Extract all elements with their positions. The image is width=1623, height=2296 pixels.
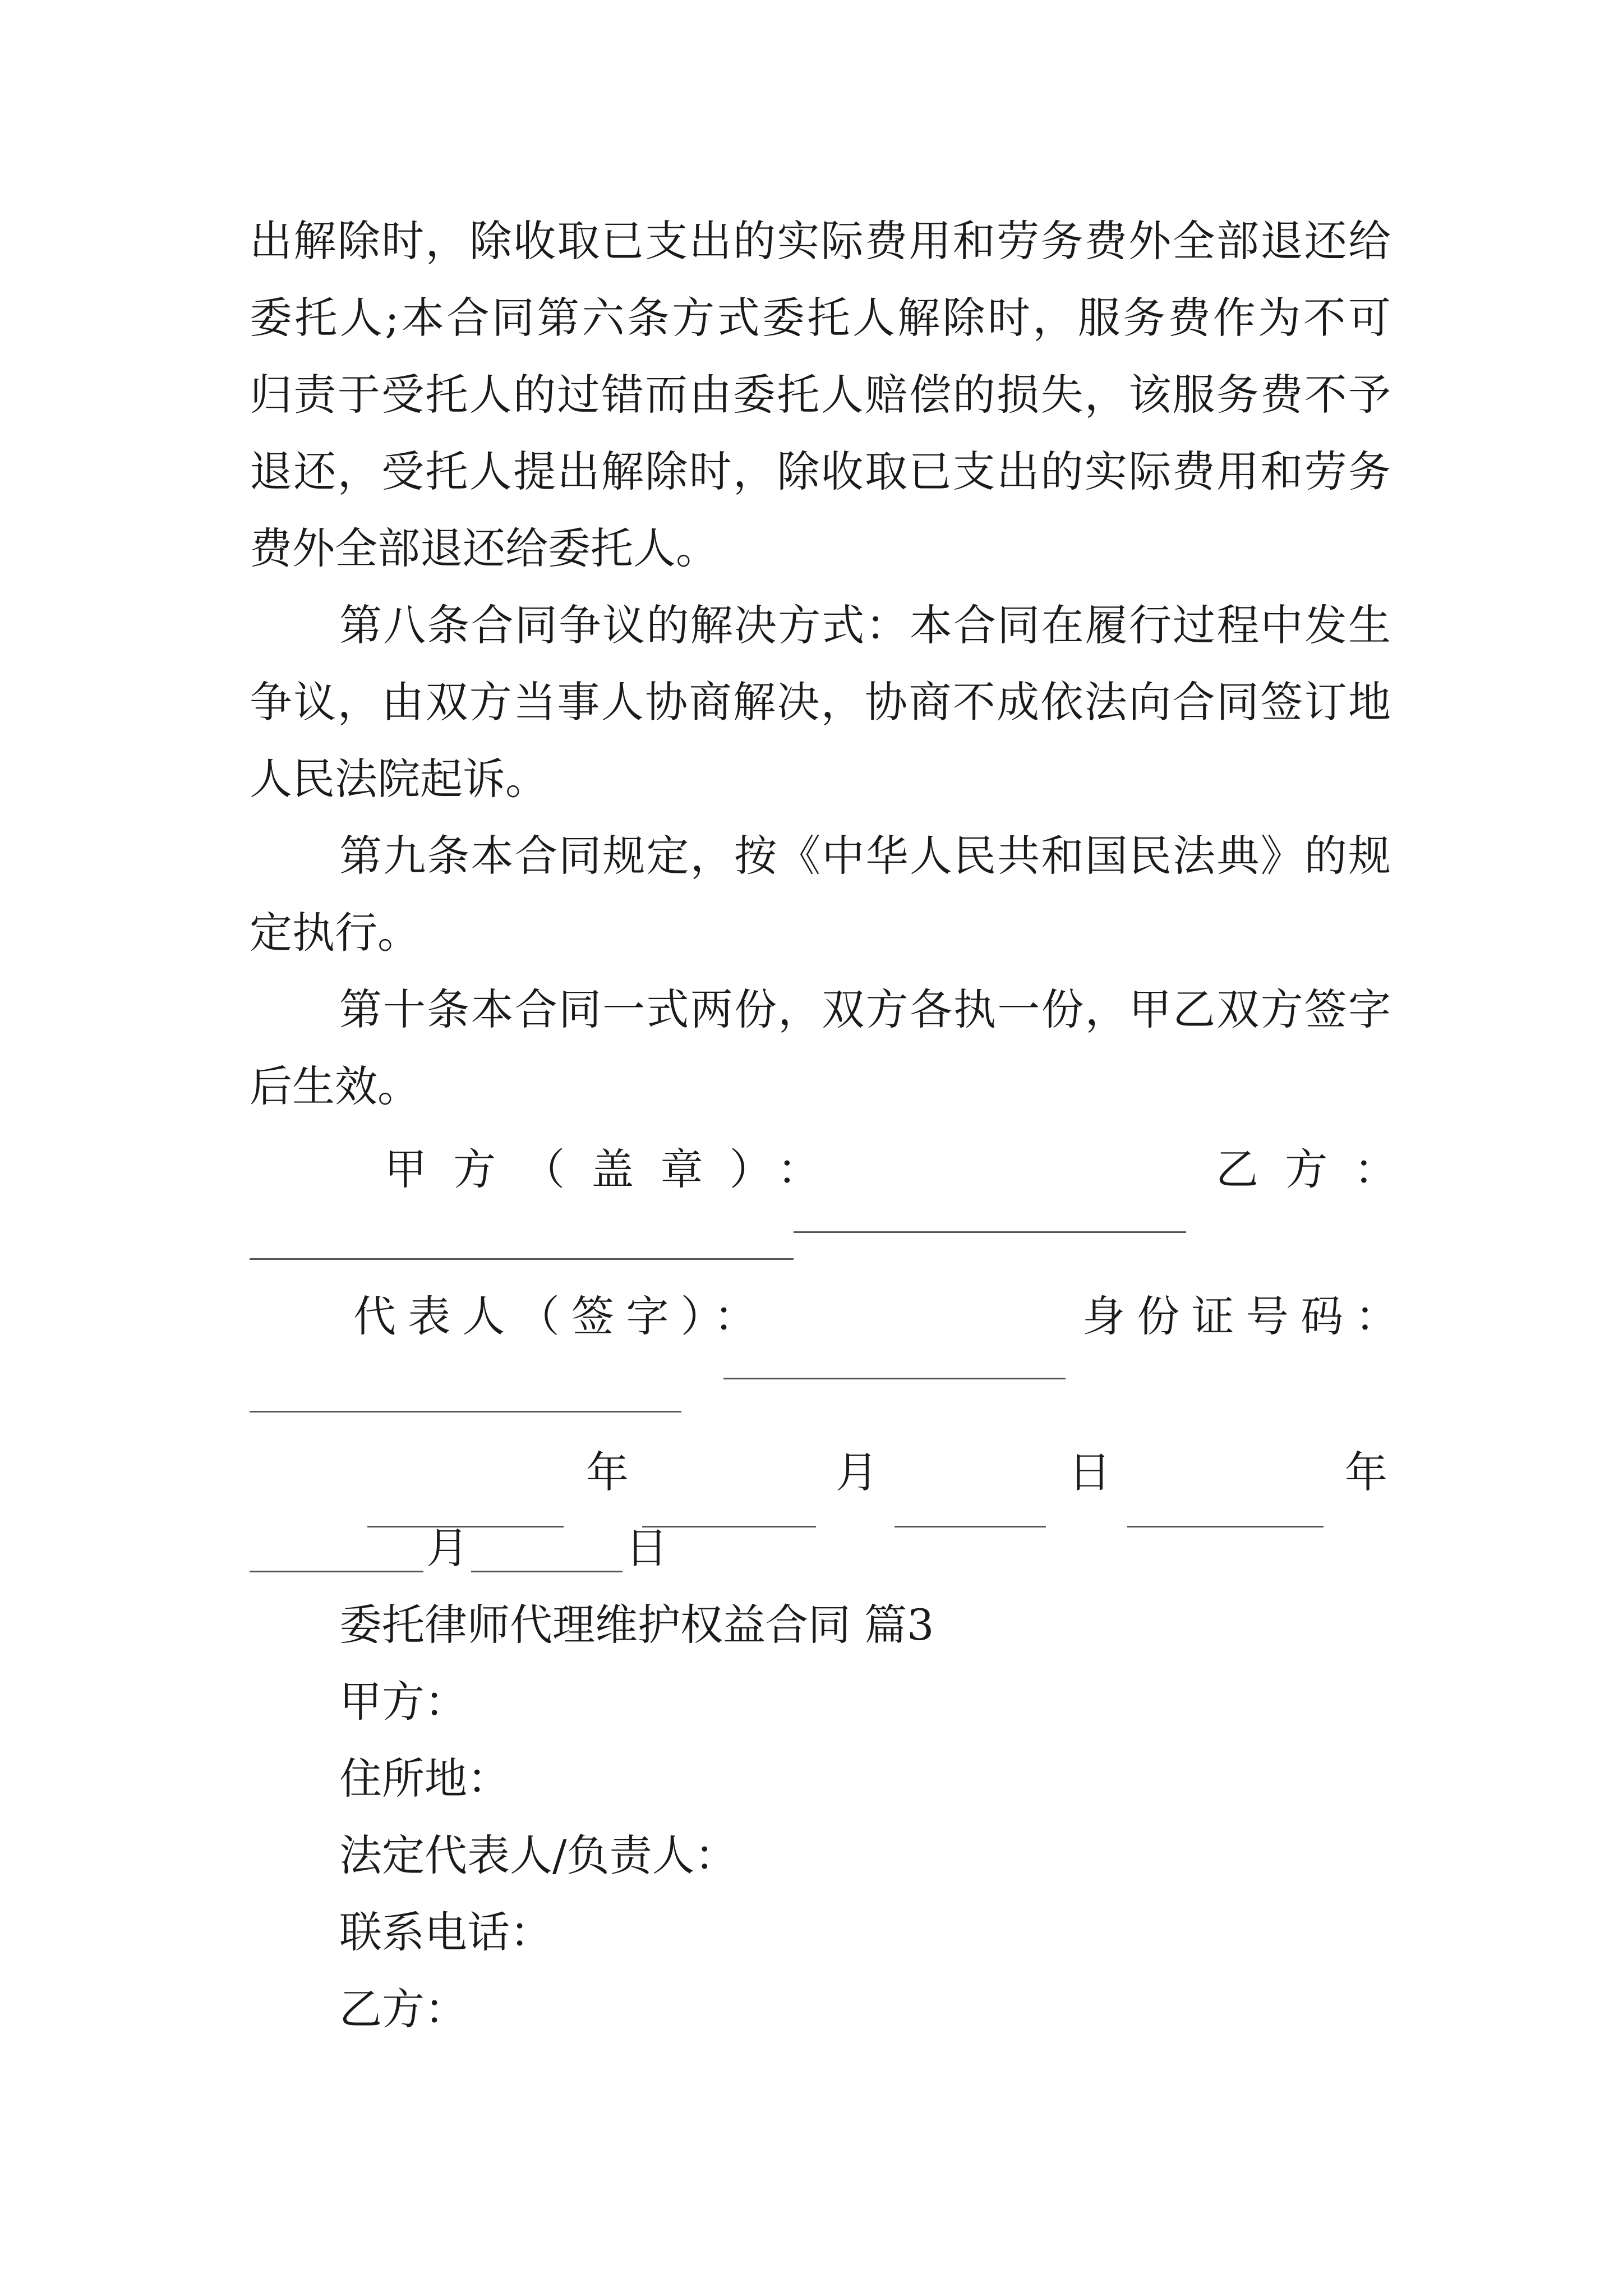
field-party-a: 甲方： bbox=[339, 1677, 467, 1727]
day-label-b: 日 bbox=[625, 1523, 668, 1573]
section-title: 委托律师代理维护权益合同 篇3 bbox=[339, 1600, 934, 1650]
paragraph-line: 归责于受托人的过错而由委托人赔偿的损失，该服务费不予 bbox=[250, 370, 1391, 420]
field-party-b: 乙方： bbox=[339, 1984, 467, 2034]
article-10-line: 第十条本合同一式两份，双方各执一份，甲乙双方签字 bbox=[339, 984, 1391, 1034]
article-8-line: 第八条合同争议的解决方式：本合同在履行过程中发生 bbox=[339, 600, 1391, 650]
representative-signature-line bbox=[723, 1378, 1066, 1379]
field-legal-representative: 法定代表人/负责人： bbox=[339, 1830, 737, 1880]
year-blank-b bbox=[1127, 1526, 1324, 1527]
article-8-line: 人民法院起诉。 bbox=[250, 754, 548, 804]
year-label-a: 年 bbox=[586, 1447, 629, 1497]
paragraph-line: 费外全部退还给委托人。 bbox=[250, 523, 718, 573]
article-8-line: 争议，由双方当事人协商解决，协商不成依法向合同签订地 bbox=[250, 677, 1391, 727]
paragraph-line: 委托人;本合同第六条方式委托人解除时，服务费作为不可 bbox=[250, 293, 1391, 343]
month-label-a: 月 bbox=[836, 1447, 878, 1497]
field-address: 住所地： bbox=[339, 1754, 510, 1803]
month-label-b: 月 bbox=[426, 1523, 469, 1573]
day-blank-a bbox=[895, 1526, 1046, 1527]
month-blank-b bbox=[250, 1571, 423, 1572]
id-number-label: 身份证号码： bbox=[1082, 1291, 1410, 1341]
year-label-b: 年 bbox=[1345, 1447, 1387, 1497]
field-phone: 联系电话： bbox=[339, 1907, 552, 1957]
day-label-a: 日 bbox=[1068, 1447, 1111, 1497]
paragraph-line: 出解除时，除收取已支出的实际费用和劳务费外全部退还给 bbox=[250, 216, 1391, 266]
representative-label: 代表人（签字）： bbox=[353, 1291, 769, 1341]
party-a-signature-line bbox=[794, 1231, 1186, 1233]
month-blank-a bbox=[642, 1526, 816, 1527]
article-9-line: 第九条本合同规定，按《中华人民共和国民法典》的规 bbox=[339, 831, 1391, 881]
id-number-line bbox=[250, 1411, 681, 1412]
day-blank-b bbox=[471, 1571, 623, 1572]
paragraph-line: 退还，受托人提出解除时，除收取已支出的实际费用和劳务 bbox=[250, 447, 1391, 496]
party-b-signature-line bbox=[250, 1258, 794, 1260]
party-b-label: 乙方： bbox=[1216, 1144, 1423, 1194]
article-9-line: 定执行。 bbox=[250, 908, 420, 958]
party-a-seal-label: 甲方（盖章）： bbox=[384, 1144, 846, 1194]
article-10-line: 后生效。 bbox=[250, 1061, 420, 1111]
